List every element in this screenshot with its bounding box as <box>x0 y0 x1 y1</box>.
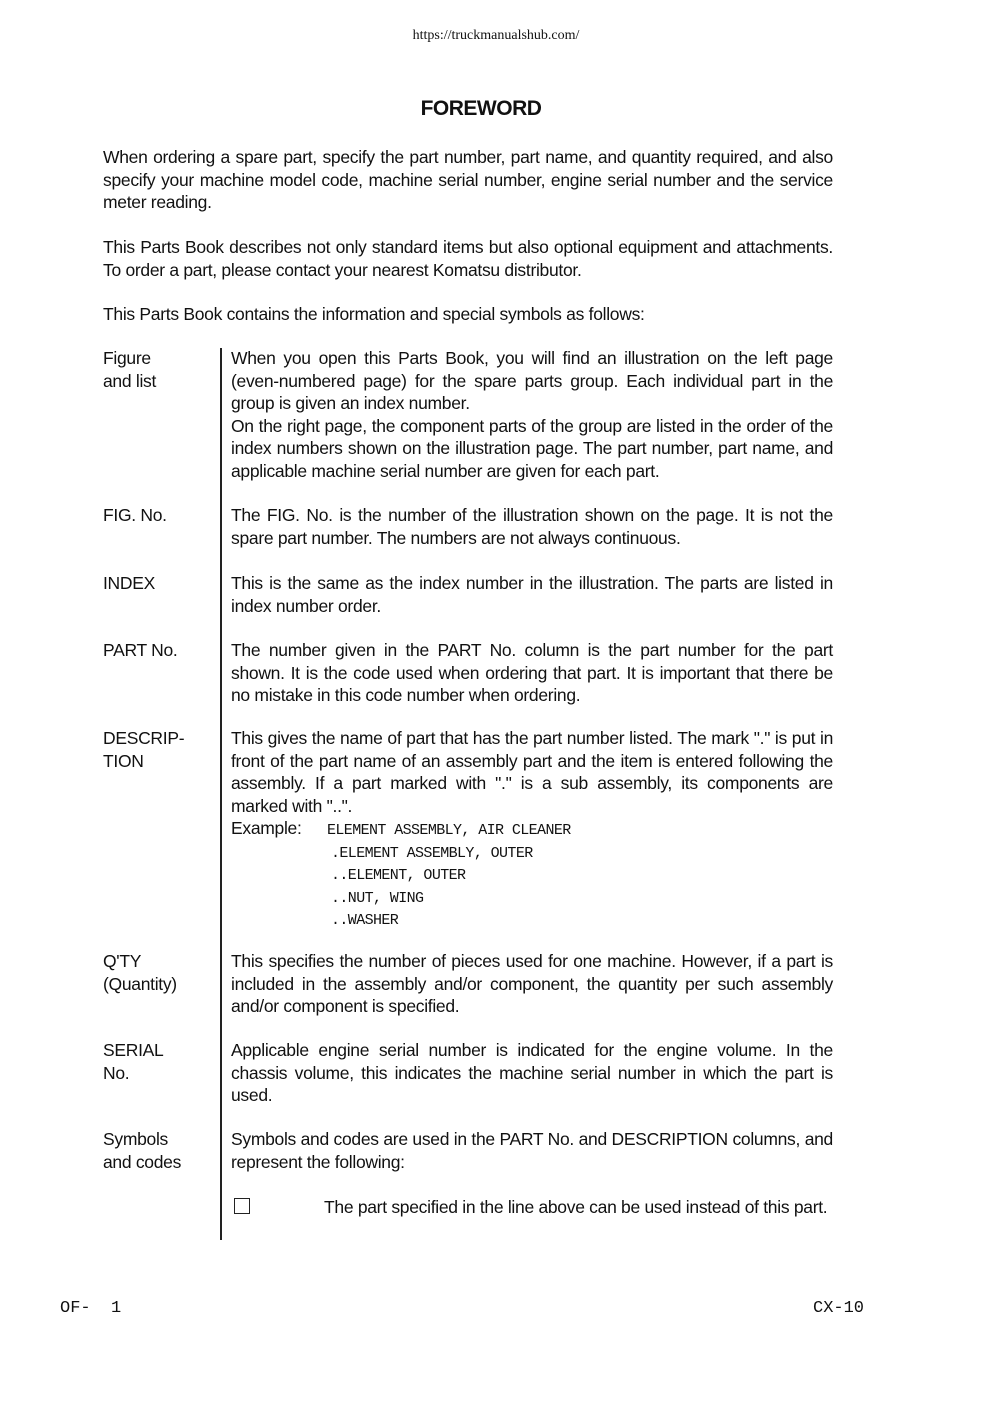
intro-paragraph-ordering: When ordering a spare part, specify the part number, part name, and quantity required, and also specify your machine model code, machine serial number, engine serial number and the service meter reading. <box>103 147 833 212</box>
definition-part-no <box>231 639 833 707</box>
term-description: DESCRIP- TION <box>103 728 185 771</box>
source-url: https://truckmanualshub.com/ <box>412 28 580 43</box>
definition-symbols-and-codes <box>231 1128 833 1173</box>
definition-index <box>231 572 833 617</box>
page-title: FOREWORD <box>420 97 542 120</box>
column-divider <box>220 348 222 1240</box>
definition-line: This gives the name of part that has the part number listed. The mark "." is put in front of the part name of an assembly part and the item is entered following the assembly. If a part marked with "." is a sub assembly, its components are marked with "..". <box>231 728 833 816</box>
example-line: ..NUT, WING <box>331 889 424 907</box>
symbol-box-row <box>231 1196 833 1219</box>
definition-description <box>231 727 833 933</box>
example-line: ..ELEMENT, OUTER <box>331 867 466 884</box>
term-symbols-and-codes: Symbols and codes <box>103 1129 182 1172</box>
footer-page-number: OF- 1 <box>60 1299 122 1318</box>
definition-line: When you open this Parts Book, you will find an illustration on the left page (even-numbered page) for the spare parts group. Each individual part in the group is given an index number. <box>231 348 833 413</box>
example-line: .ELEMENT ASSEMBLY, OUTER <box>331 844 533 862</box>
term-quantity: Q'TY (Quantity) <box>103 951 177 994</box>
footer-model-code: CX-10 <box>813 1299 865 1318</box>
definition-line: The FIG. No. is the number of the illustration shown on the page. It is not the spare part number. The numbers are not always continuous. <box>231 505 833 548</box>
example-line: ..WASHER <box>331 912 399 929</box>
example-line: ELEMENT ASSEMBLY, AIR CLEANER <box>327 822 571 839</box>
definition-figure-and-list <box>231 347 833 482</box>
definition-line: The number given in the PART No. column is the part number for the part shown. It is the code used when ordering that part. It is important that there be no mistake in this code number when ordering. <box>231 640 833 705</box>
example-row <box>231 817 833 843</box>
term-part-no: PART No. <box>103 640 178 660</box>
term-fig-no: FIG. No. <box>103 505 167 525</box>
definition-line: This specifies the number of pieces used for one machine. However, if a part is included in the assembly and/or component, the quantity per such assembly and/or component is specified. <box>231 951 833 1016</box>
intro-paragraph-symbols: This Parts Book contains the information and special symbols as follows: <box>103 304 645 324</box>
intro-paragraph-optional-equipment: This Parts Book describes not only standard items but also optional equipment and attachments. To order a part, please contact your nearest Komatsu distributor. <box>103 237 833 280</box>
definition-serial-no <box>231 1039 833 1107</box>
definition-fig-no <box>231 504 833 549</box>
definition-line: Applicable engine serial number is indicated for the engine volume. In the chassis volume, this indicates the machine serial number in which the part is used. <box>231 1040 833 1105</box>
term-index: INDEX <box>103 573 155 593</box>
definition-quantity <box>231 950 833 1018</box>
symbol-box-description: The part specified in the line above can be used instead of this part. <box>324 1197 828 1217</box>
definition-line: On the right page, the component parts of the group are listed in the order of the index numbers shown on the illustration page. The part number, part name, and applicable machine serial number are given for each part. <box>231 415 833 481</box>
term-figure-and-list: Figure and list <box>103 348 157 391</box>
definition-line: This is the same as the index number in the illustration. The parts are listed in index number order. <box>231 573 833 616</box>
square-box-icon <box>234 1198 250 1214</box>
example-label: Example: <box>231 818 302 838</box>
definition-line: Symbols and codes are used in the PART No. and DESCRIPTION columns, and represent the following: <box>231 1129 833 1172</box>
term-serial-no: SERIAL No. <box>103 1040 164 1083</box>
